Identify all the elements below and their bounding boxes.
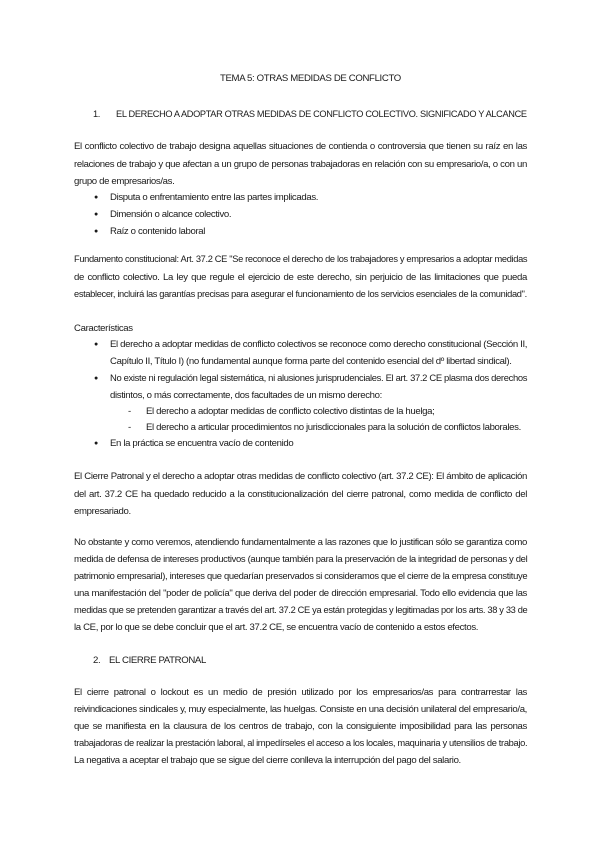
caracteristicas-dash-item: El derecho a adoptar medidas de conflicto colectivo distintas de la huelga; xyxy=(146,406,435,417)
bullet-icon: ● xyxy=(94,228,98,235)
section-2-number: 2. xyxy=(93,655,101,666)
intro-line: relaciones de trabajo y que afectan a un grupo de personas trabajadoras en relación con su empresario/a, o con un xyxy=(74,159,527,170)
intro-line: El conflicto colectivo de trabajo designa aquellas situaciones de contienda o controversia que tienen su raíz en las xyxy=(74,141,527,152)
no-obstante-line: medida de defensa de intereses productivos (aunque también para la preservación de la integridad de personas y del xyxy=(74,554,528,565)
dash-icon: - xyxy=(128,406,131,417)
section-2-heading xyxy=(93,654,206,667)
no-obstante-line: No obstante y como veremos, atendiendo fundamentalmente a las razones que lo justifican sólo se garantiza como xyxy=(74,537,527,548)
section-2-title: EL CIERRE PATRONAL xyxy=(109,655,206,666)
caracteristicas-bullet-line: Capítulo II, Título I) (no fundamental aunque forma parte del contenido esencial del dº libertad sindical). xyxy=(110,356,512,367)
cierre-line: empresariado. xyxy=(74,506,131,517)
intro-bullet: Dimensión o alcance colectivo. xyxy=(110,209,232,220)
caracteristicas-dash-item: El derecho a articular procedimientos no jurisdiccionales para la solución de conflictos laborales. xyxy=(146,422,521,433)
intro-bullet: Raíz o contenido laboral xyxy=(110,226,206,237)
lockout-line: trabajadoras de realizar la prestación laboral, al impedírseles el acceso a los locales, maquinaria y utensilios de trabajo. xyxy=(74,738,528,749)
bullet-icon: ● xyxy=(94,211,98,218)
section-1-heading xyxy=(93,108,527,121)
fundamento-line: establecer, incluirá las garantías precisas para asegurar el funcionamiento de los servicios esenciales de la comunidad". xyxy=(74,289,527,300)
cierre-line: El Cierre Patronal y el derecho a adoptar otras medidas de conflicto colectivo (art. 37.2 CE): El ámbito de aplicación xyxy=(74,471,527,482)
page-title: TEMA 5: OTRAS MEDIDAS DE CONFLICTO xyxy=(220,73,401,84)
section-1-number: 1. xyxy=(93,109,101,120)
caracteristicas-bullet-line: El derecho a adoptar medidas de conflicto colectivos se reconoce como derecho constitucional (Sección II, xyxy=(110,339,528,350)
bullet-icon: ● xyxy=(94,341,98,348)
intro-bullet: Disputa o enfrentamiento entre las partes implicadas. xyxy=(110,192,319,203)
fundamento-line: de conflicto colectivo. La ley que regule el ejercicio de este derecho, sin perjuicio de las limitaciones que pueda xyxy=(74,272,527,283)
bullet-icon: ● xyxy=(94,194,98,201)
lockout-line: reivindicaciones sindicales y, muy especialmente, las huelgas. Consiste en una decisión unilateral del empresario/a, xyxy=(74,704,527,715)
caracteristicas-bullet-line: En la práctica se encuentra vacío de contenido xyxy=(110,438,294,449)
no-obstante-line: una manifestación del "poder de policía" que deriva del poder de dirección empresarial. Todo ello evidencia que las xyxy=(74,588,527,599)
fundamento-line: Fundamento constitucional: Art. 37.2 CE "Se reconoce el derecho de los trabajadores y empresarios a adoptar medidas xyxy=(74,254,528,265)
no-obstante-line: medidas que se pretenden garantizar a través del art. 37.2 CE ya están protegidas y legitimadas por los arts. 38 y 33 de xyxy=(74,605,528,616)
bullet-icon: ● xyxy=(94,375,98,382)
caracteristicas-bullet-line: distintos, o más correctamente, dos facultades de un mismo derecho: xyxy=(110,390,382,401)
caracteristicas-bullet-line: No existe ni regulación legal sistemática, ni alusiones jurisprudenciales. El art. 37.2 CE plasma dos derechos xyxy=(110,373,528,384)
lockout-line: El cierre patronal o lockout es un medio de presión utilizado por los empresarios/as para contrarrestar las xyxy=(74,687,527,698)
no-obstante-line: la CE, por lo que se debe concluir que el art. 37.2 CE, se encuentra vacío de contenido a estos efectos. xyxy=(74,622,479,633)
dash-icon: - xyxy=(128,422,131,433)
cierre-line: del art. 37.2 CE ha quedado reducido a la constitucionalización del cierre patronal, como medida de conflicto del xyxy=(74,489,527,500)
caracteristicas-heading: Características xyxy=(74,323,133,334)
bullet-icon: ● xyxy=(94,440,98,447)
section-1-title: EL DERECHO A ADOPTAR OTRAS MEDIDAS DE CONFLICTO COLECTIVO. SIGNIFICADO Y ALCANCE xyxy=(116,109,527,120)
lockout-line: La negativa a aceptar el trabajo que se sigue del cierre conlleva la interrupción del pago del salario. xyxy=(74,755,461,766)
no-obstante-line: patrimonio empresarial), intereses que quedarían preservados si consideramos que el cierre de la empresa constituye xyxy=(74,571,528,582)
intro-line: grupo de empresarios/as. xyxy=(74,176,175,187)
lockout-line: que se manifiesta en la clausura de los centros de trabajo, con la consiguiente imposibilidad para las personas xyxy=(74,721,527,732)
